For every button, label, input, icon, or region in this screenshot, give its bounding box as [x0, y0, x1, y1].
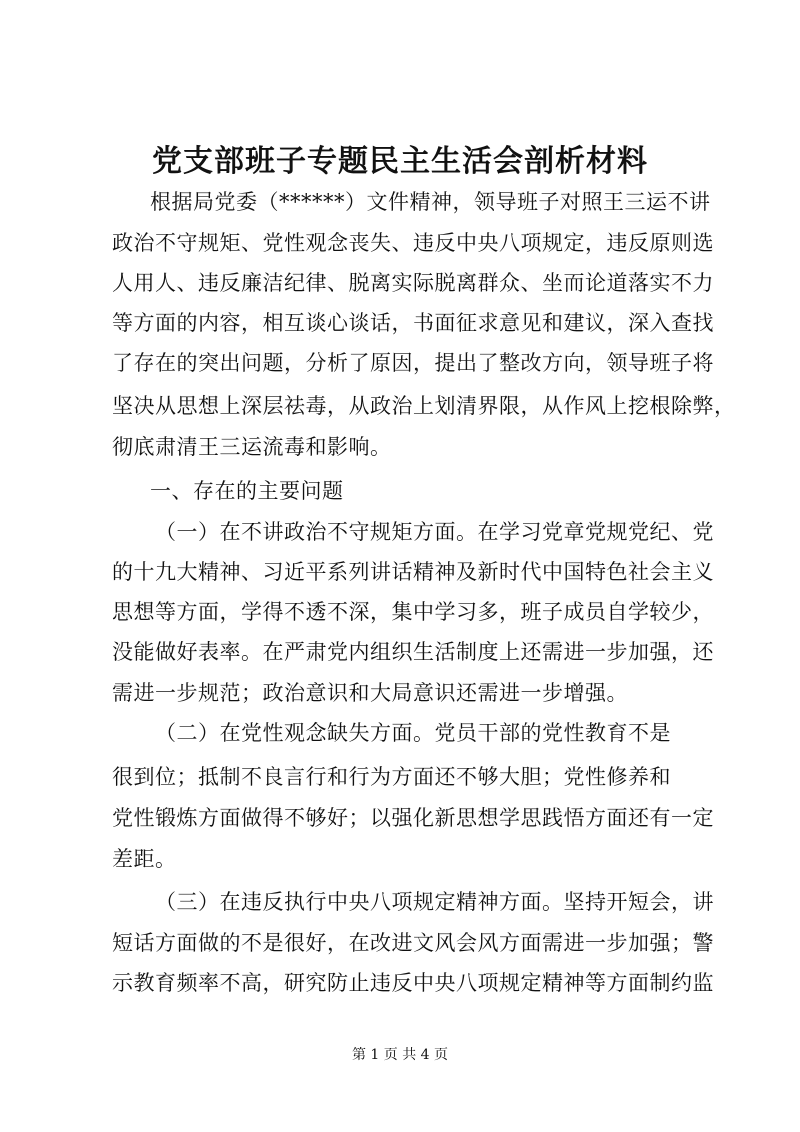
para3-line: （三）在违反执行中央八项规定精神方面。坚持开短会，讲: [155, 890, 714, 914]
intro-line: 坚决从思想上深层祛毒，从政治上划清界限，从作风上挖根除弊，: [112, 394, 736, 418]
para1-line: （一）在不讲政治不守规矩方面。在学习党章党规党纪、党: [155, 520, 714, 544]
para2-line: 很到位；抵制不良言行和行为方面还不够大胆；党性修养和: [112, 765, 671, 789]
page-footer: 第 1 页 共 4 页: [351, 1047, 449, 1063]
para1-line: 的十九大精神、习近平系列讲话精神及新时代中国特色社会主义: [112, 560, 714, 584]
para2-line: 差距。: [112, 847, 177, 871]
intro-line: 等方面的内容，相互谈心谈话，书面征求意见和建议，深入查找: [112, 311, 714, 335]
document-title: 党支部班子专题民主生活会剖析材料: [152, 144, 648, 179]
para2-line: 党性锻炼方面做得不够好；以强化新思想学思践悟方面还有一定: [112, 806, 714, 830]
intro-line: 彻底肃清王三运流毒和影响。: [112, 435, 392, 459]
intro-line: 政治不守规矩、党性观念丧失、违反中央八项规定，违反原则选: [112, 231, 714, 255]
para1-line: 没能做好表率。在严肃党内组织生活制度上还需进一步加强，还: [112, 640, 714, 664]
para1-line: 需进一步规范；政治意识和大局意识还需进一步增强。: [112, 681, 628, 705]
intro-line: 了存在的突出问题，分析了原因，提出了整改方向，领导班子将: [112, 351, 714, 375]
section-heading: 一、存在的主要问题: [150, 479, 344, 503]
para3-line: 示教育频率不高，研究防止违反中央八项规定精神等方面制约监: [112, 971, 714, 995]
intro-line: 根据局党委（******）文件精神，领导班子对照王三运不讲: [150, 190, 711, 214]
intro-line: 人用人、违反廉洁纪律、脱离实际脱离群众、坐而论道落实不力: [112, 271, 714, 295]
para1-line: 思想等方面，学得不透不深，集中学习多，班子成员自学较少，: [112, 600, 714, 624]
para2-line: （二）在党性观念缺失方面。党员干部的党性教育不是: [155, 721, 671, 745]
para3-line: 短话方面做的不是很好，在改进文风会风方面需进一步加强；警: [112, 931, 714, 955]
